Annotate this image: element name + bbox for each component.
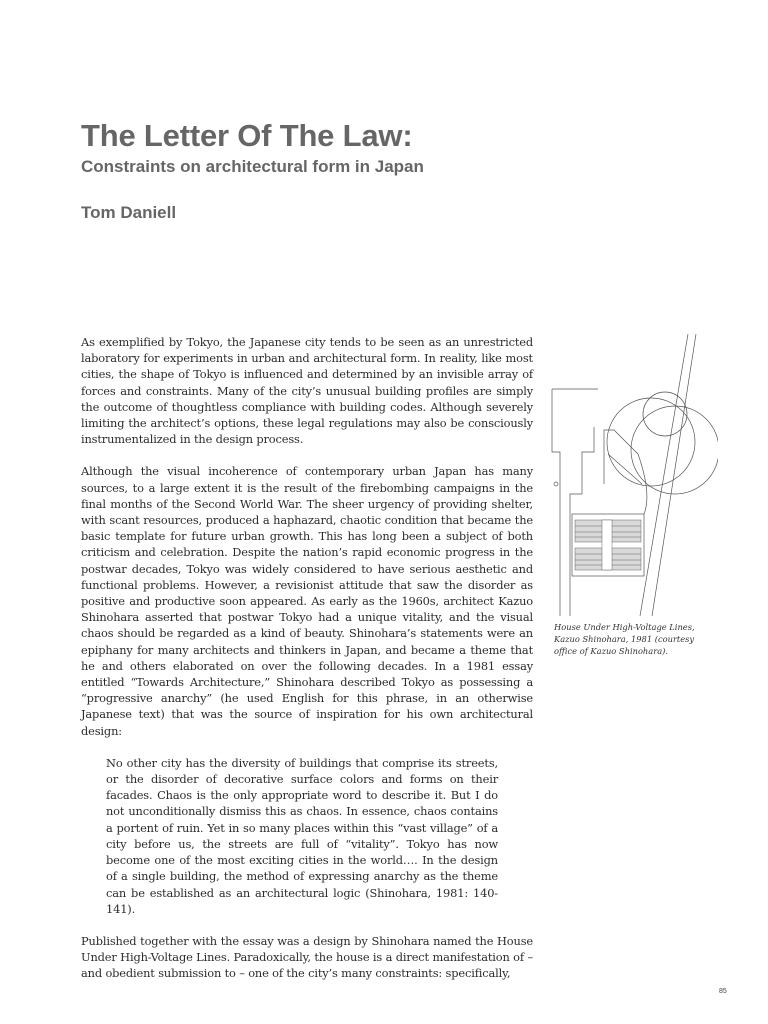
- article-subtitle: Constraints on architectural form in Japan: [81, 157, 424, 176]
- plan-rows: [575, 520, 641, 570]
- power-line: [640, 334, 688, 616]
- house-drawing-figure: [548, 334, 718, 616]
- body-paragraph-1: As exemplified by Tokyo, the Japanese city tends to be seen as an unrestricted laboratory for experiments in urban and architectural form. In reality, like most cities, the shape of Tokyo is influenced and determined by an invisible array of forces and constraints. Many of the city’s unusual building profiles are simply the outcome of thoughtless compliance with building codes. Although severely limiting the architect’s options, these legal regulations may also be consciously instrumentalized in the design process.: [81, 335, 533, 447]
- figure-caption: House Under High-Voltage Lines, Kazuo Shinohara, 1981 (courtesy office of Kazuo Shinohara).: [554, 622, 695, 656]
- house-under-high-voltage-lines-drawing: [548, 334, 718, 616]
- body-paragraph-2: Although the visual incoherence of contemporary urban Japan has many sources, to a large extent it is the result of the firebombing campaigns in the final months of the Second World War. The sheer urgency of providing shelter, with scant resources, produced a haphazard, chaotic condition that became the basic template for future urban growth. This has long been a subject of both criticism and celebration. Despite the nation’s rapid economic progress in the postwar decades, Tokyo was widely considered to have serious aesthetic and functional problems. However, a revisionist attitude that saw the disorder as positive and productive soon appeared. As early as the 1960s, architect Kazuo Shinohara asserted that postwar Tokyo had a unique vitality, and the visual chaos should be regarded as a kind of beauty. Shinohara’s statements were an epiphany for many architects and thinkers in Japan, and became a theme that he and others elaborated on over the following decades. In a 1981 essay entitled “Towards Architecture,” Shinohara described Tokyo as possessing a “progressive anarchy” (he used English for this phrase, in an otherwise Japanese text) that was the source of inspiration for his own architectural design:: [81, 464, 533, 738]
- clearance-circle: [607, 398, 695, 486]
- article-author: Tom Daniell: [81, 203, 177, 222]
- page-number: 85: [719, 988, 727, 995]
- site-boundary: [552, 389, 560, 616]
- block-quote: No other city has the diversity of buildings that comprise its streets, or the disorder of decorative surface colors and forms on their facades. Chaos is the only appropriate word to describe it. But I do not unconditionally dismiss this as chaos. In essence, chaos contains a portent of ruin. Yet in so many places within this “vast village” of a city before us, the streets are full of “vitality”. Tokyo has now become one of the most exciting cities in the world…. In the design of a single building, the method of expressing anarchy as the theme can be established as an architectural logic (Shinohara, 1981: 140-141).: [106, 755, 498, 916]
- clearance-circle: [631, 406, 718, 494]
- power-line: [652, 334, 696, 616]
- body-paragraph-3: Published together with the essay was a design by Shinohara named the House Under High-Voltage Lines. Paradoxically, the house is a direct manifestation of – and obedient submission to – one of the city’s many constraints: specifically,: [81, 933, 533, 981]
- article-body: [81, 334, 533, 998]
- article-title: The Letter Of The Law:: [81, 118, 413, 153]
